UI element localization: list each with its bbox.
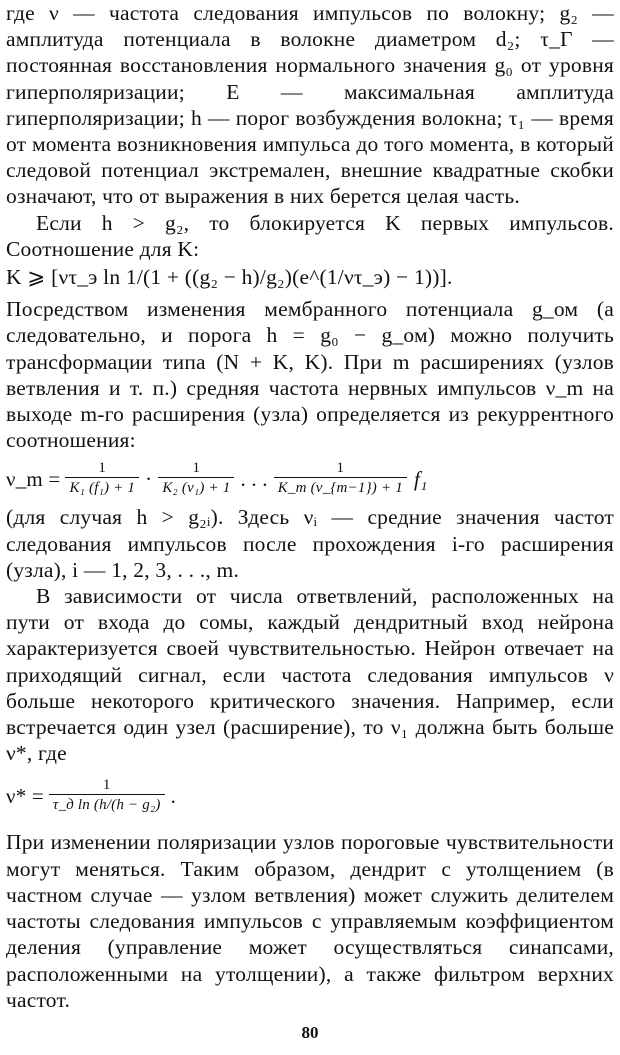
formula-critical-lhs: ν* = — [6, 783, 44, 808]
fraction-numerator: 1 — [98, 460, 107, 477]
fraction-critical — [49, 776, 165, 815]
page-number: 80 — [301, 1023, 319, 1042]
paragraph-4: (для случая h > g₂ᵢ). Здесь νᵢ — средние значения частот следования импульсов после прохождения i-го расширения (узла), i — 1, 2, 3, . . ., m. — [6, 505, 614, 582]
paragraph-6: При изменении поляризации узлов пороговые чувствительности могут меняться. Таким образом, дендрит с утолщением (в частном случае — узлом ветвления) может служить делителем частоты следования импульсов с управляемым коэффициентом деления (управление может осуществляться синапсами, расположенными на утолщении), а также фильтром верхних частот. — [6, 830, 614, 1012]
fraction-denominator: τ_д ln (h/(h − g₂) — [49, 794, 165, 815]
ellipsis: . . . — [240, 466, 268, 491]
paragraph-1: где ν — частота следования импульсов по волокну; g₂ — амплитуда потенциала в волокне диаметром d₂; τ_Г — постоянная восстановления нормального значения g₀ от уровня гиперполяризации; E — максимальная амплитуда гиперполяризации; h — порог возбуждения волокна; τ₁ — время от момента возникновения импульса до того момента, в который следовой потенциал экстремален, внешние квадратные скобки означают, что от выражения в них берется целая часть. — [6, 1, 614, 209]
paragraph-5: В зависимости от числа ответвлений, расположенных на пути от входа до сомы, каждый дендритный вход нейрона характеризуется своей чувствительностью. Нейрон отвечает на приходящий сигнал, если частота следования импульсов ν больше некоторого критического значения. Например, если встречается один узел (расширение), то ν₁ должна быть больше ν*, где — [6, 584, 614, 766]
fraction-denominator: K₁ (f₁) + 1 — [65, 477, 139, 498]
paragraph-2: Если h > g₂, то блокируется K первых импульсов. Соотношение для K: — [6, 210, 614, 261]
formula-k-condition: K ⩾ [ντ_э ln 1/(1 + ((g₂ − h)/g₂)(e^(1/ντ_э) − 1))]. — [6, 265, 453, 290]
fraction-denominator: K₂ (ν₁) + 1 — [158, 477, 234, 498]
page-text — [6, 0, 614, 1013]
paragraph-3: Посредством изменения мембранного потенциала g_ом (а следовательно, и порога h = g₀ − g_ом) можно получить трансформации типа (N + K, K). При m расширениях (узлов ветвления и т. п.) средняя частота нервных импульсов ν_m на выходе m-го расширения (узла) определяется из рекуррентного соотношения: — [6, 297, 614, 453]
multiply-sign: · — [145, 466, 153, 491]
fraction-denominator: K_m (ν_{m−1}) + 1 — [274, 477, 407, 498]
formula-recurrence-lhs: ν_m = — [6, 466, 61, 491]
formula-critical-frequency — [6, 776, 614, 815]
fraction-numerator: 1 — [102, 777, 111, 794]
fraction-numerator: 1 — [336, 460, 345, 477]
formula-critical-tail: . — [170, 783, 177, 808]
fraction-term-m — [274, 459, 407, 498]
formula-recurrence-tail: f₁ — [413, 466, 428, 491]
formula-recurrence — [6, 459, 614, 498]
fraction-term-2 — [158, 459, 234, 498]
fraction-numerator: 1 — [192, 460, 201, 477]
fraction-term-1 — [65, 459, 139, 498]
